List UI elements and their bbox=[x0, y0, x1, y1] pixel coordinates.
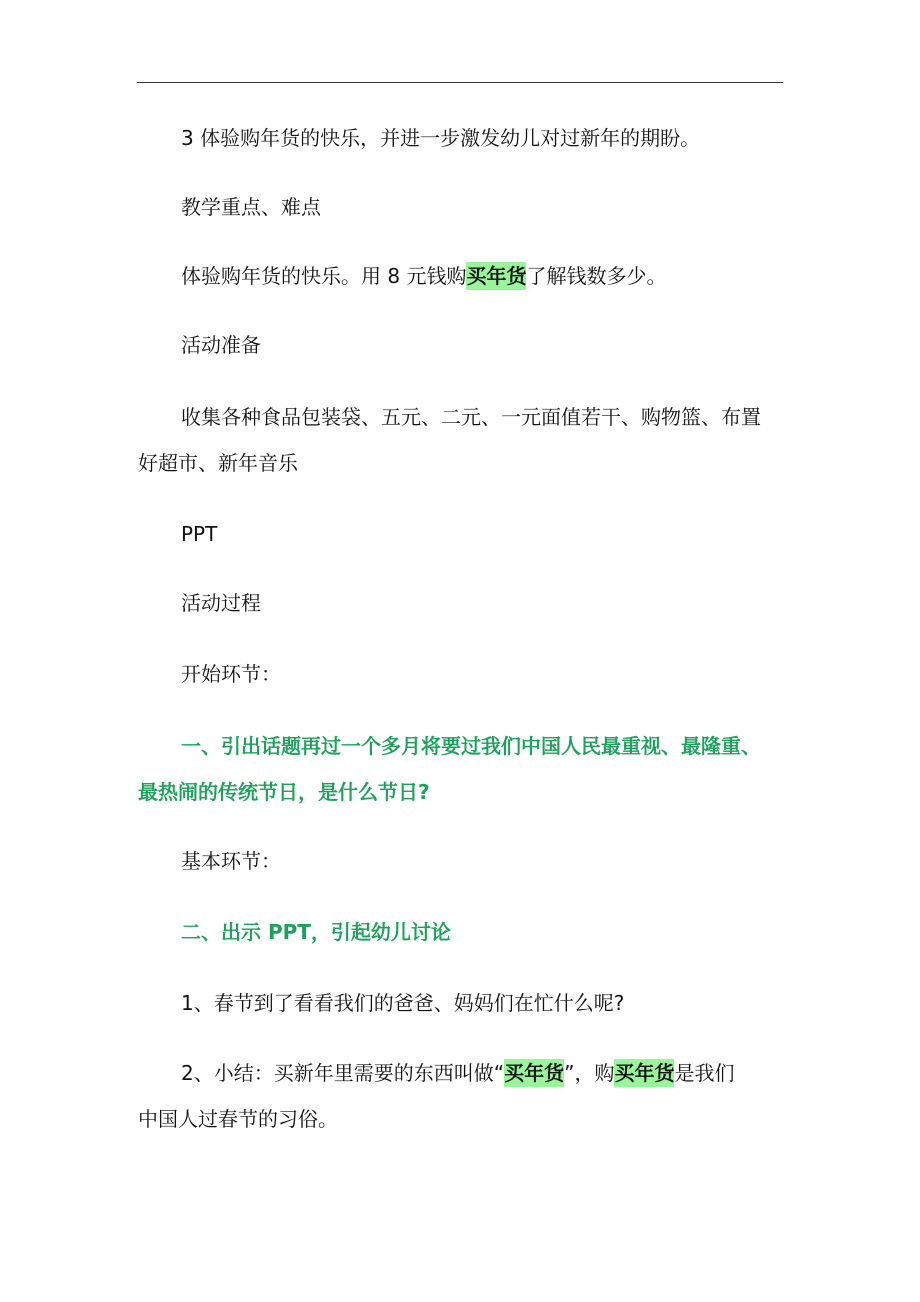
paragraph-item-2 bbox=[138, 1050, 798, 1142]
paragraph-preparation-title bbox=[138, 322, 798, 368]
highlighted-keyword: 买年货 bbox=[466, 264, 527, 288]
paragraph-text: 开始环节： bbox=[181, 662, 281, 686]
highlighted-keyword: 买年货 bbox=[504, 1061, 565, 1085]
highlighted-keyword: 买年货 bbox=[614, 1061, 675, 1085]
paragraph-line-2: 中国人过春节的习俗。 bbox=[138, 1107, 338, 1131]
paragraph-line bbox=[138, 253, 798, 299]
text-segment: 了解钱数多少。 bbox=[526, 264, 667, 288]
paragraph-text: 活动准备 bbox=[181, 333, 261, 357]
paragraph-process-title bbox=[138, 580, 798, 626]
paragraph-key-points bbox=[138, 253, 798, 299]
paragraph-text: PPT bbox=[181, 522, 218, 546]
text-segment: 是我们 bbox=[674, 1061, 735, 1085]
section-heading-2 bbox=[138, 909, 798, 955]
paragraph-ppt bbox=[138, 511, 798, 557]
heading-line-2: 最热闹的传统节日，是什么节日? bbox=[138, 780, 430, 804]
paragraph-text: 基本环节： bbox=[181, 849, 281, 873]
text-segment: ”，购 bbox=[564, 1061, 615, 1085]
paragraph-materials bbox=[138, 394, 798, 486]
paragraph-item-1 bbox=[138, 980, 798, 1026]
paragraph-key-points-title bbox=[138, 184, 798, 230]
paragraph-goal-3 bbox=[138, 115, 798, 161]
paragraph-text: 教学重点、难点 bbox=[181, 195, 321, 219]
heading-text: 二、出示 PPT，引起幼儿讨论 bbox=[181, 920, 451, 944]
paragraph-line-1: 收集各种食品包装袋、五元、二元、一元面值若干、购物篮、布置 bbox=[181, 405, 761, 429]
paragraph-line-1 bbox=[138, 1050, 798, 1096]
paragraph-text: 3 体验购年货的快乐，并进一步激发幼儿对过新年的期盼。 bbox=[181, 126, 701, 150]
header-rule bbox=[137, 82, 783, 83]
paragraph-text: 活动过程 bbox=[181, 591, 261, 615]
heading-line-1: 一、引出话题再过一个多月将要过我们中国人民最重视、最隆重、 bbox=[181, 734, 761, 758]
paragraph-opening-section bbox=[138, 651, 798, 697]
paragraph-basic-section bbox=[138, 838, 798, 884]
paragraph-text: 1、春节到了看看我们的爸爸、妈妈们在忙什么呢? bbox=[181, 991, 625, 1015]
text-segment: 2、小结：买新年里需要的东西叫做“ bbox=[181, 1061, 505, 1085]
section-heading-1 bbox=[138, 723, 798, 815]
text-segment: 体验购年货的快乐。用 8 元钱购 bbox=[181, 264, 467, 288]
paragraph-line-2: 好超市、新年音乐 bbox=[138, 451, 298, 475]
